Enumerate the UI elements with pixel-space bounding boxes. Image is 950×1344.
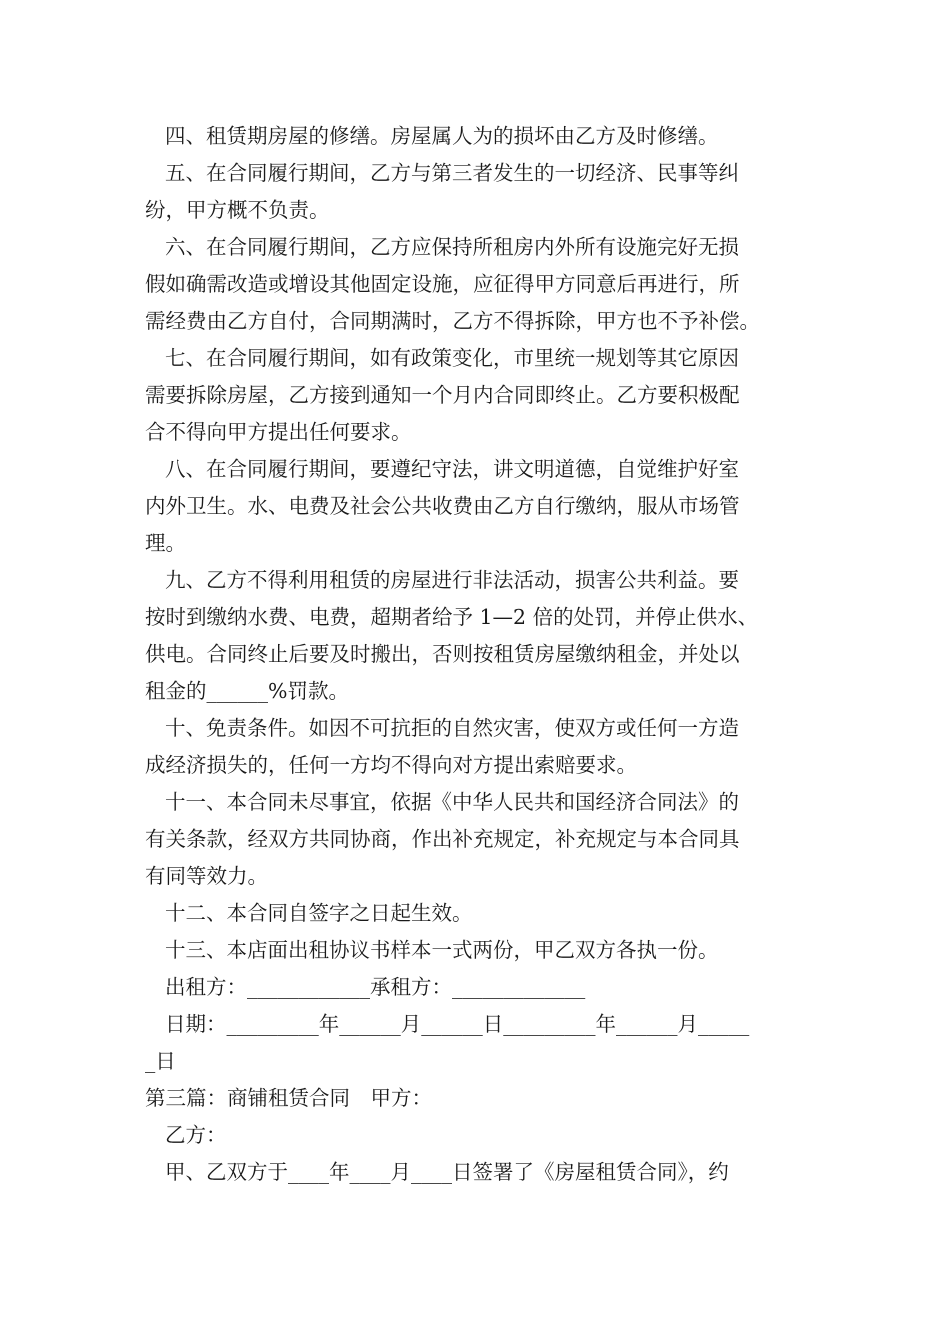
clause-8-line-1: 八、在合同履行期间，要遵纪守法，讲文明道德，自觉维护好室 <box>165 457 739 481</box>
clause-6-line-1: 六、在合同履行期间，乙方应保持所租房内外所有设施完好无损 <box>165 235 739 259</box>
clause-11-line-1: 十一、本合同未尽事宜，依据《中华人民共和国经济合同法》的 <box>165 790 739 814</box>
clause-9-line-3: 供电。合同终止后要及时搬出，否则按租赁房屋缴纳租金，并处以 <box>145 642 740 666</box>
clause-9-line-2: 按时到缴纳水费、电费，超期者给予 1—2 倍的处罚，并停止供水、 <box>145 605 759 629</box>
clause-4-line-1: 四、租赁期房屋的修缮。房屋属人为的损坏由乙方及时修缮。 <box>165 124 719 148</box>
party-b-line: 乙方： <box>165 1123 227 1147</box>
clause-11-line-2: 有关条款，经双方共同协商，作出补充规定，补充规定与本合同具 <box>145 827 740 851</box>
clause-10-line-1: 十、免责条件。如因不可抗拒的自然灾害，使双方或任何一方造 <box>165 716 739 740</box>
agreement-intro-line: 甲、乙双方于____年____月____日签署了《房屋租赁合同》，约 <box>165 1160 729 1184</box>
clause-13-line-1: 十三、本店面出租协议书样本一式两份，甲乙双方各执一份。 <box>165 938 719 962</box>
clause-9-line-1: 九、乙方不得利用租赁的房屋进行非法活动，损害公共利益。要 <box>165 568 739 592</box>
clause-6-line-2: 假如确需改造或增设其他固定设施，应征得甲方同意后再进行，所 <box>145 272 740 296</box>
clause-5-line-2: 纷，甲方概不负责。 <box>145 198 330 222</box>
clause-11-line-3: 有同等效力。 <box>145 864 268 888</box>
clause-12-line-1: 十二、本合同自签字之日起生效。 <box>165 901 473 925</box>
clause-9-line-4: 租金的______%罚款。 <box>145 679 349 703</box>
section-heading-part-3: 第三篇：商铺租赁合同 甲方： <box>145 1086 432 1110</box>
clause-7-line-2: 需要拆除房屋，乙方接到通知一个月内合同即终止。乙方要积极配 <box>145 383 740 407</box>
clause-7-line-3: 合不得向甲方提出任何要求。 <box>145 420 412 444</box>
clause-8-line-3: 理。 <box>145 531 186 555</box>
signature-parties-line: 出租方：____________承租方：_____________ <box>165 975 586 999</box>
document-body <box>145 118 810 1191</box>
clause-6-line-3: 需经费由乙方自付，合同期满时，乙方不得拆除，甲方也不予补偿。 <box>145 309 760 333</box>
date-line-2: _日 <box>145 1049 176 1073</box>
clause-5-line-1: 五、在合同履行期间，乙方与第三者发生的一切经济、民事等纠 <box>165 161 739 185</box>
clause-8-line-2: 内外卫生。水、电费及社会公共收费由乙方自行缴纳，服从市场管 <box>145 494 740 518</box>
clause-7-line-1: 七、在合同履行期间，如有政策变化，市里统一规划等其它原因 <box>165 346 739 370</box>
clause-10-line-2: 成经济损失的，任何一方均不得向对方提出索赔要求。 <box>145 753 637 777</box>
date-line-1: 日期：_________年______月______日_________年______月_____ <box>165 1012 750 1036</box>
